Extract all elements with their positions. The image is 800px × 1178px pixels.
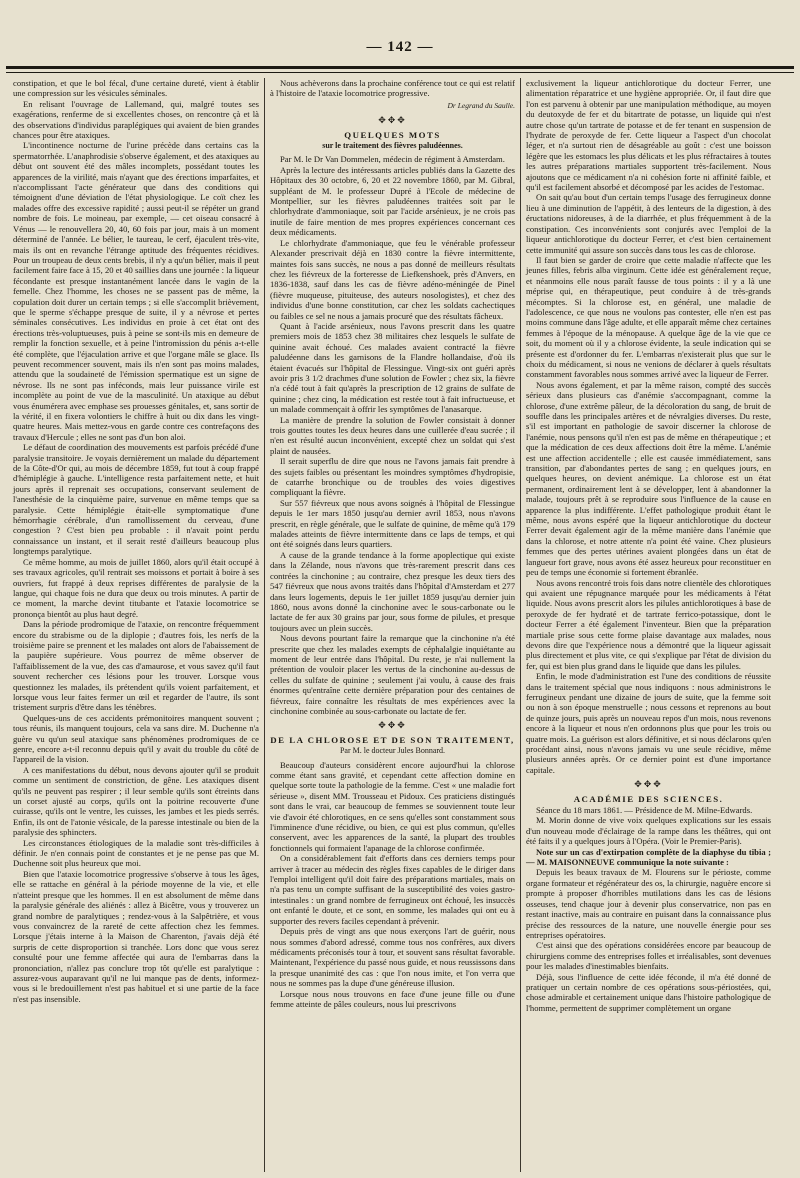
columns	[8, 78, 794, 1172]
paragraph: Par M. le Dr Van Dommelen, médecin de régiment à Amsterdam.	[280, 154, 505, 165]
paragraph: Beaucoup d'auteurs considèrent encore aujourd'hui la chlorose comme étant sans gravité, et cependant cette affection domine en quelque sorte toute la pathologie de la femme. C'est « une maladie fort sérieuse », disent MM. Trousseau et Pidoux. Ces praticiens distingués sont dans le vrai, car beaucoup de femmes se souviennent toute leur vie d'avoir été chlorotiques, en ce sens qu'elles sont constamment sous l'imminence d'une récidive, ou bien, ce qui est plus commun, qu'elles conservent, avec les apparences de la santé, la plupart des troubles fonctionnels qui formaient l'apanage de la chlorose confirmée.	[270, 759, 515, 853]
paragraph: Déjà, sous l'influence de cette idée féconde, il m'a été donné de pratiquer un certain nombre de ces opérations sous-périostées, qui, chose admirable et certainement unique dans l'histoire pathologique de l'homme, permettent de supprimer complètement un organe	[526, 971, 771, 1013]
page-number: — 142 —	[366, 39, 434, 55]
paragraph: L'incontinence nocturne de l'urine précède dans certains cas la spermatorrhée. L'anaphrodisie s'observe également, et des ataxiques au début ont souvent été des mâles incomplets, possédant toutes les apparences de la virilité, mais n'ayant que des érections imparfaites, et n'accomplissant l'acte générateur que dans des conditions qui témoignent d'une déviation de l'état physiologique. Le coït chez les malades offre des excessive rapidité ; aussi peut-il se répéter un grand nombre de fois. Le moineau, par exemple, — cet oiseau consacré à Vénus — le renouvellera 20, 40, 60 fois par jour, mais à un moment déterminé de l'année. Le bélier, le taureau, le cerf, éjaculent très-vite, mais ils ont en revanche l'étrange aptitude des fréquentes récidives. Pour un troupeau de deux cents brebis, il n'y a qu'un bélier, mais il peut facilement faire face à 15, 20 et 40 saillies dans une journée : la liqueur fécondante est presque instantanément lancée dans le vagin de la femelle. Chez l'homme, les choses ne se passent pas de même, la copulation doit durer un certain temps ; si elle s'accomplit brièvement, que le sperme s'échappe presque de suite, il y a névrose et pertes séminales consécutives. Les individus en proie à cet état ont des érections très-voluptueuses, puis à peine se sont-ils mis en demeure de remplir la fonction sexuelle, et à peine l'intromission du pénis a-t-elle été complète, que l'éjaculation arrive et que l'organe mâle se glace. Ils peuvent recommencer souvent, mais ils n'en sont pas moins malades, attendu que la soudaineté de l'émission spermatique est un signe de névrose. Ils ne sont pas inféconds, mais leur puissance virile est incomplète au point de vue de la masculinité. Un ataxique au début vous énumérera avec emphase ses prouesses génitales, et, sans sortir de la vérité, il en fixera volontiers le chiffre à huit ou dix dans les vingt-quatre heures. Mais mettez-vous en garde contre ces contrefaçons des travaux d'Hercule ; elles ne sont pas d'un bon aloi.	[13, 140, 259, 442]
section-title: QUELQUES MOTS	[344, 129, 441, 140]
section-ornament: ✥✥✥	[634, 779, 663, 790]
section-byline: Par M. le docteur Jules Bonnard.	[339, 746, 446, 756]
paragraph: Nous avons également, et par la même raison, compté des succès sérieux dans plusieurs cas d'anémie s'accompagnant, comme la chlorose, d'une extrême pâleur, de la décoloration du sang, de bruit de souffle dans les principales artères et de névralgies diverses. Du reste, s'il est important en pathologie de savoir discerner la chlorose de l'anémie, nous pensons qu'il n'en est pas de même en thérapeutique ; et que la médication de ces deux affections doit être la même. L'anémie est une affection accidentelle ; elle est causée immédiatement, sans transition, par d'abondantes pertes de sang ; en quelques jours, en quelques heures, on devient anémique. La chlorose est un état permanent, ordinairement lent à se développer, lent à abandonner la malade, toujours prêt à se reproduire sous l'influence de la cause en apparence la plus indifférente. L'effet pathologique produit étant le même, nous avons espéré que la liqueur antichlorotique du docteur Ferrer devait également agir de la même manière dans l'anémie que dans la chlorose, et notre attente n'a point été vaine. Chez plusieurs femmes que des pertes utérines avaient plongées dans un état de langueur fort grave, nous avons été assez heureux pour reconstituer en peu de temps une économie si fortement ébranlée.	[526, 379, 771, 578]
header-rule-thick	[6, 66, 794, 69]
section-subtitle: sur le traitement des fièvres paludéennes.	[322, 141, 463, 151]
paragraph: La manière de prendre la solution de Fowler consistait à donner trois gouttes toutes les deux heures dans une cuillerée d'eau sucrée ; il n'en est résulté aucun inconvénient, excepté chez un soldat qui s'est plaint de nausées.	[270, 414, 515, 456]
section-title: DE LA CHLOROSE ET DE SON TRAITEMENT,	[270, 734, 515, 745]
paragraph: Nous achèverons dans la prochaine conférence tout ce qui est relatif à l'histoire de l'ataxie locomotrice progressive.	[270, 78, 515, 99]
paragraph: exclusivement la liqueur antichlorotique du docteur Ferrer, une alimentation réparatrice et une hygiène appropriée. Or, il faut dire que l'on est parvenu à obtenir par une manipulation méthodique, au moyen du deutoxyde de fer et du bitartrate de potasse, un liquide qui n'est autre chose qu'un tartrate de potasse et de fer tenant en suspension de l'hydrate de peroxyde de fer. Cette liqueur a l'aspect d'un chocolat léger, et n'a surtout rien de désagréable au goût : c'est une boisson légère que les estomacs les plus délicats et les plus réfractaires à toutes les autres préparations martiales supportent très-facilement. Nous ajoutons que ce médicament n'a ni cohésion forte ni affinité faible, et qu'il est facilement absorbé et décomposé par les acides de l'estomac.	[526, 78, 771, 193]
column-3	[520, 78, 776, 1172]
paragraph: Nous avons rencontré trois fois dans notre clientèle des chlorotiques qui avaient une répugnance marquée pour les médicaments à l'état liquide. Nous avons prescrit alors les pilules antichlorotiques à base de peroxyde de fer hydraté et de tartrate ferrico-potassique, dont le docteur Ferrer a été également l'inventeur. Bien que la préparation martiale prise sous cette forme plaise davantage aux malades, nous devons dire que l'expérience nous a démontré que la liqueur agissait plus directement et plus vite, ce qui s'explique par l'état de division du fer, qui est bien plus grand dans le liquide que dans les pilules.	[526, 577, 771, 671]
paragraph: constipation, et que le bol fécal, d'une certaine dureté, vient à établir une compression sur les vésicules séminales.	[13, 78, 259, 99]
paragraph: C'est ainsi que des opérations considérées encore par beaucoup de chirurgiens comme des entreprises folles et irréalisables, sont devenues pour les malades d'inestimables bienfaits.	[526, 940, 771, 972]
paragraph: Ce même homme, au mois de juillet 1860, alors qu'il était occupé à ses travaux agricoles, qu'il rentrait ses moissons et portait à boire à ses ouvriers, fut frappé à deux reprises différentes de paralysie de la langue, qui chaque fois ne dura que deux ou trois minutes. A partir de ce moment, la marche devint titubante et l'ataxie locomotrice se prononça bientôt au plus haut degré.	[13, 556, 259, 619]
paragraph: Dans la période prodromique de l'ataxie, on rencontre fréquemment encore du strabisme ou de la diplopie ; d'autres fois, les nerfs de la troisième paire se prennent et les malades ont alors de l'abaissement de la paupière supérieure. Vous pourrez de même observer de l'affaiblissement de la vue, des cas d'amaurose, et vous savez qu'il faut souvent rechercher ces lésions pour les trouver. Lorsque vous questionnez les malades, ils prétendent qu'ils voient parfaitement, et lorsque vous leur faites fermer un œil et regarder de l'autre, ils sont tristement surpris d'être dans les ténèbres.	[13, 619, 259, 713]
paragraph: Le chlorhydrate d'ammoniaque, que feu le vénérable professeur Alexander prescrivait déjà en 1830 contre la fièvre intermittente, maintes fois sans succès, ne nous a pas donné de meilleurs résultats chez les fiévreux de la forteresse de Liefkenshoek, près d'Anvers, en 1836-1838, sauf dans les cas de fièvre adéno-méningée de Pinel (fièvre muqueuse, pituiteuse, des auteurs nosologistes), et chez des individus d'une bonne constitution, car chez les soldats cachectiques ou faibles ce sel ne nous a jamais procuré que des résultats fâcheux.	[270, 237, 515, 321]
paragraph: Sur 557 fiévreux que nous avons soignés à l'hôpital de Flessingue depuis le 1er mars 1850 jusqu'au dernier avril 1853, nous n'avons prescrit, en règle générale, que le sulfate de quinine, de même qu'à 179 malades atteints de fièvre intermittente dans ce laps de temps, et qui ont été soignés dans leurs quartiers.	[270, 497, 515, 550]
paragraph: Il serait superflu de dire que nous ne l'avons jamais fait prendre à des sujets faibles ou présentant les moindres symptômes d'hydropisie, de catarrhe bronchique ou de troubles des voies digestives compliquant la fièvre.	[270, 456, 515, 498]
page-header	[0, 38, 800, 56]
paragraph: Lorsque nous nous trouvons en face d'une jeune fille ou d'une femme atteinte de pâles couleurs, nous lui prescrivons	[270, 988, 515, 1009]
paragraph: En relisant l'ouvrage de Lallemand, qui, malgré toutes ses exagérations, renferme de si excellentes choses, on rencontre çà et là des observations d'individus paraplégiques qui avaient de bien grandes chances pour être ataxiques.	[13, 98, 259, 141]
author-signature: Dr Legrand du Saulle.	[447, 100, 515, 110]
paragraph: Bien que l'ataxie locomotrice progressive s'observe à tous les âges, elle se rattache en général à la période moyenne de la vie, et elle n'atteint presque que les hommes. Il en est absolument de même dans la paralysie générale des aliénés : allez à Bicêtre, vous y trouverez un grand nombre de paralytiques ; rendez-vous à la Salpêtrière, et vous vous convaincrez de la rareté de cette affection chez les femmes. Lorsque j'étais interne à la Maison de Charenton, j'avais déjà été surpris de cette disproportion si tranchée. Lors donc que vous serez consulté pour une femme affectée qui aura de l'embarras dans la prononciation, n'allez pas conclure trop tôt qu'elle est paralytique : assurez-vous auparavant qu'il ne lui manque pas de dents, informez-vous si le bredouillement n'est pas habituel et si une partie de la face n'est pas insensible.	[13, 868, 259, 1004]
paragraph: Nous devons pourtant faire la remarque que la cinchonine n'a été prescrite que chez les malades exempts de céphalalgie inquiétante au moment de leur entrée dans l'hôpital. Du reste, je n'ai nullement la prétention de vouloir placer les vertus de la cinchonine au-dessus de celles du sulfate de quinine ; seulement j'ai voulu, à cause des frais énormes qu'entraîne cette dernière préparation pour des centaines de fiévreux, faire connaître les résultats de mes expériences avec la cinchonine combinée au sous-carbonate ou lactate de fer.	[270, 633, 515, 716]
paragraph: Le défaut de coordination des mouvements est parfois précédé d'une paralysie transitoire. Je voyais dernièrement un malade du département de la Côte-d'Or qui, au mois de décembre 1859, fut tout à coup frappé d'hémiplégie à gauche. L'intelligence resta parfaitement nette, et huit jours après il reprenait ses occupations, conservant seulement de l'anesthésie de la cinquième paire, survenue en même temps que sa paralysie. Cette hémiplégie était-elle symptomatique d'une hémorrhagie cérébrale, d'un ramollissement du cerveau, d'une congestion ? C'est bien peu probable : il n'avait point perdu connaissance un instant, et il serait resté d'ailleurs beaucoup plus longtemps paralytique.	[13, 442, 259, 557]
paragraph: Il faut bien se garder de croire que cette maladie n'affecte que les jeunes filles, febris alba virginum. Cette idée est généralement reçue, et néanmoins elle nous paraît fausse de tous points : il y a là une méprise qui, en thérapeutique, peut conduire à de très-grands mécomptes. Si la chlorose est, en général, une maladie de l'adolescence, ce que nous ne voulons pas contester, elle n'en est pas moins commune dans l'âge adulte, et elle apparaît même chez certaines femmes à l'époque de la ménopause. A quelque âge de la vie que ce soit, du moment où il y a chlorose évidente, la seule indication qui se présente est d'ordonner du fer. L'embarras n'existerait plus que sur le choix du médicament, si nous ne venions de déclarer à quels résultats constamment favorables nous sommes arrivé avec la liqueur de Ferrer.	[526, 254, 771, 380]
paragraph: Séance du 18 mars 1861. — Présidence de M. Milne-Edwards.	[536, 805, 753, 816]
paragraph: Depuis près de vingt ans que nous exerçons l'art de guérir, nous nous sommes d'abord adressé, comme tous nos confrères, aux divers médicaments préconisés tour à tour, et souvent sans résultat favorable. Maintenant, l'expérience du passé nous guide, et nous reussissons dans la presque unanimité des cas : que l'on nous imite, et l'on verra que nous ne sommes pas la dupe d'une généreuse illusion.	[270, 926, 515, 989]
section-ornament: ✥✥✥	[378, 720, 407, 731]
paragraph: Enfin, le mode d'administration est l'une des conditions de réussite dans le traitement spécial que nous indiquons : nous administrons le ferrugineux pendant une dizaine de jours de suite, que la femme soit ou non à son époque menstruelle ; nous cessons et reprenons au bout de quinze jours, puis après un nouveau repos d'un mois, nous revenons encore à la liqueur et nous n'en ordonnons plus que pour les trois ou quatre mois. La guérison est alors définitive, et si nous déclarons qu'en procédant ainsi, nous n'avons jamais vu une seule récidive, même plusieurs années après. Or ce dernier point est d'une importance capitale.	[526, 671, 771, 775]
paragraph: Les circonstances étiologiques de la maladie sont très-difficiles à définir. Je n'en connais point de constantes et je ne pense pas que M. Duchenne soit plus heureux que moi.	[13, 837, 259, 869]
paragraph: Quant à l'acide arsénieux, nous l'avons prescrit dans les quatre premiers mois de 1853 chez 38 militaires chez lesquels le sulfate de quinine avait échoué. Ces malades avaient contracté la fièvre paludéenne dans les garnisons de la Flandre hollandaise, d'où ils étaient évacués sur l'hôpital de Flessingue. Vingt-six ont guéri après avoir pris 3 1/2 drachmes d'une solution de Fowler ; chez six, la fièvre n'a cédé tout à fait qu'après la prescription de 12 grains de sulfate de quinine ; chez cinq, la médication est restée tout à fait infructueuse, et un malade commençait à offrir les symptômes de l'anasarque.	[270, 320, 515, 415]
paragraph: Quelques-uns de ces accidents prémonitoires manquent souvent ; tous réunis, ils manquent toujours, cela va sans dire. M. Duchenne n'a guère vu qu'un seul ataxique sans phénomènes prodromiques de ce genre, encore a-t-il reconnu depuis qu'il y avait du trouble du côté de l'appareil de la vision.	[13, 712, 259, 765]
paragraph: M. Morin donne de vive voix quelques explications sur les essais d'un nouveau mode d'éclairage de la rampe dans les théâtres, qui ont été faits il y a quelques jours à l'Opéra. (Voir le Premier-Paris).	[526, 815, 771, 847]
paragraph: On sait qu'au bout d'un certain temps l'usage des ferrugineux donne lieu à une diminution de l'appétit, à des lenteurs de la digestion, à des éructations nidoreuses, à de la diarrhée, et plus fréquemment à de la constipation. Ces inconvénients sont conjurés avec l'emploi de la liqueur antichlorotique du docteur Ferrer, et c'est bien certainement cette immunité qui assure son succès dans tous les cas de chlorose.	[526, 192, 771, 255]
paragraph: On a considérablement fait d'efforts dans ces derniers temps pour arriver à tracer au médecin des règles fixes capables de le diriger dans l'emploi intelligent qu'il doit faire des préparations martiales, mais on n'a pas tenu un compte suffisant de la susceptibilité des voies gastro-intestinales : un grand nombre de ferrugineux ont échoué, les insuccès ont enfanté le doute, et ce sont, en somme, les malades qui ont eu à supporter des revers faciles cependant à prévenir.	[270, 853, 515, 926]
column-2	[264, 78, 520, 1172]
column-1	[8, 78, 264, 1172]
note-heading: Note sur un cas d'extirpation complète de la diaphyse du tibia ; — M. MAISONNEUVE communique la note suivante :	[526, 846, 771, 868]
section-title: ACADÉMIE DES SCIENCES.	[573, 793, 724, 804]
paragraph: Après la lecture des intéressants articles publiés dans la Gazette des Hôpitaux des 30 octobre, 6, 20 et 22 novembre 1860, par M. Gibral, suppléant de M. le professeur Dupré à l'Ecole de médecine de Montpellier, sur les fièvres paludéennes traitées soit par le chlorhydrate d'ammoniaque, soit par l'acide arsénieux, je ne crois pas inutile de faire mention de mes propres expériences concernant ces deux médicaments.	[270, 164, 515, 238]
paragraph: A cause de la grande tendance à la forme apoplectique qui existe dans la Zélande, nous n'avons que très-rarement prescrit dans ces contrées la cinchonine ; au contraire, chez presque les deux tiers des 547 fiévreux que nous avons traités dans l'hôpital d'Amsterdam et 277 dans leurs logements, depuis le 1er juillet 1859 jusqu'au dernier juin 1860, nous avons donné la cinchonine avec le sous-carbonate ou le lactate de fer aux 30 grains par jour, sous forme de pilules, et presque toujours avec un plein succès.	[270, 549, 515, 633]
paragraph: A ces manifestations du début, nous devons ajouter qu'il se produit comme un sentiment de constriction, de gêne. Les ataxiques disent qu'ils ne peuvent pas respirer ; il leur semble qu'ils sont étreints dans un corset ajusté au corps, qu'ils ont la poitrine recouverte d'une cuirasse, qu'ils ont le ventre, les cuisses, les jambes et les pieds serrés. Enfin, ils ont de l'atonie vésicale, de la paresse intestinale ou bien de la paralysie des sphincters.	[13, 764, 259, 838]
section-ornament: ✥✥✥	[378, 115, 407, 126]
header-rule-thin	[6, 72, 794, 73]
paragraph: Depuis les beaux travaux de M. Flourens sur le périoste, comme organe formateur et régénérateur des os, la chirurgie, naguère encore si prompte à proposer d'horribles mutilations dans les cas de lésions osseuses, tend chaque jour à devenir plus conservatrice, non pas en restant inactive, mais au contraire en puisant dans la connaissance plus précise des ressources de la nature, une nouvelle énergie pour ses entreprises opératoires.	[526, 867, 771, 940]
